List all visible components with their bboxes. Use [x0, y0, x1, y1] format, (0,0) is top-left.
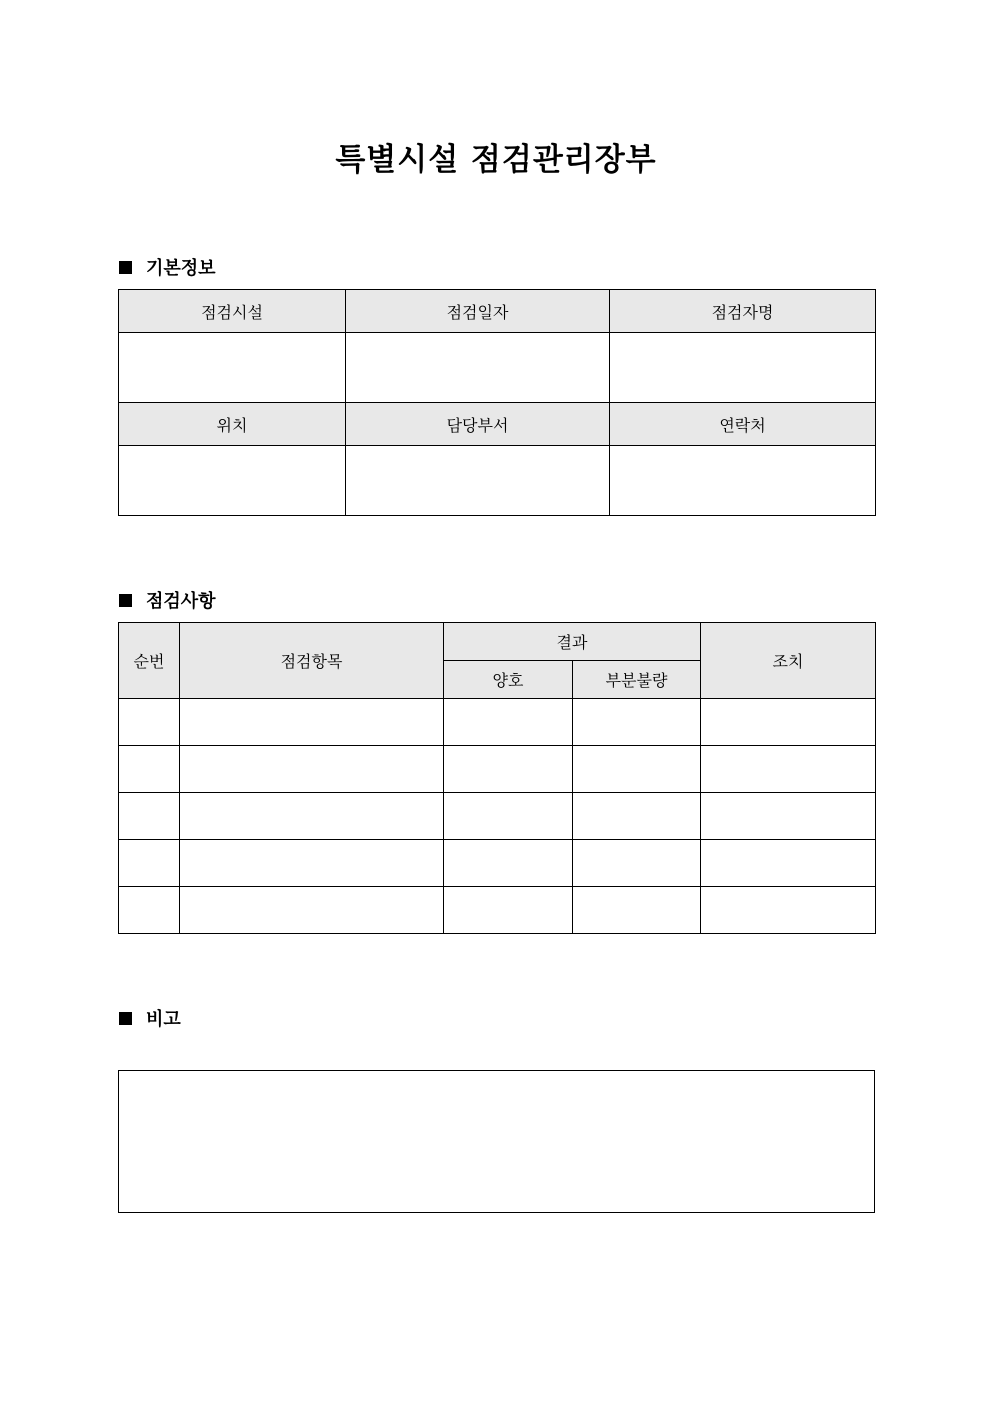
- header-location: 위치: [119, 403, 346, 446]
- remarks-heading: [119, 1005, 181, 1031]
- header-facility: 점검시설: [119, 290, 346, 333]
- department-field[interactable]: [346, 446, 610, 516]
- row-item-cell[interactable]: [180, 746, 444, 793]
- header-action: 조치: [701, 623, 876, 699]
- row-no-cell[interactable]: [119, 793, 180, 840]
- location-field[interactable]: [119, 446, 346, 516]
- basic-info-value-row-2: [119, 446, 876, 516]
- row-partial-bad-cell[interactable]: [573, 746, 701, 793]
- header-no: 순번: [119, 623, 180, 699]
- row-partial-bad-cell[interactable]: [573, 793, 701, 840]
- row-partial-bad-cell[interactable]: [573, 699, 701, 746]
- basic-info-header-row-1: [119, 290, 876, 333]
- square-bullet-icon: [119, 594, 132, 607]
- inspection-date-field[interactable]: [346, 333, 610, 403]
- inspection-table: [118, 622, 876, 934]
- header-partial-bad: 부분불량: [573, 661, 701, 699]
- header-result: 결과: [444, 623, 701, 661]
- document-title: 특별시설 점검관리장부: [335, 142, 657, 178]
- header-good: 양호: [444, 661, 573, 699]
- square-bullet-icon: [119, 1012, 132, 1025]
- row-good-cell[interactable]: [444, 699, 573, 746]
- square-bullet-icon: [119, 261, 132, 274]
- header-contact: 연락처: [610, 403, 876, 446]
- row-no-cell[interactable]: [119, 699, 180, 746]
- row-action-cell[interactable]: [701, 840, 876, 887]
- inspection-heading-label: 점검사항: [146, 591, 216, 612]
- table-row: [119, 840, 876, 887]
- remarks-heading-label: 비고: [146, 1009, 181, 1030]
- row-good-cell[interactable]: [444, 793, 573, 840]
- row-no-cell[interactable]: [119, 746, 180, 793]
- header-department: 담당부서: [346, 403, 610, 446]
- row-good-cell[interactable]: [444, 840, 573, 887]
- row-no-cell[interactable]: [119, 887, 180, 934]
- table-row: [119, 699, 876, 746]
- row-action-cell[interactable]: [701, 793, 876, 840]
- inspection-header-row-1: [119, 623, 876, 661]
- row-item-cell[interactable]: [180, 887, 444, 934]
- remarks-box[interactable]: [118, 1070, 875, 1213]
- header-item: 점검항목: [180, 623, 444, 699]
- basic-info-value-row-1: [119, 333, 876, 403]
- inspector-name-field[interactable]: [610, 333, 876, 403]
- row-good-cell[interactable]: [444, 746, 573, 793]
- row-good-cell[interactable]: [444, 887, 573, 934]
- header-inspector-name: 점검자명: [610, 290, 876, 333]
- table-row: [119, 887, 876, 934]
- table-row: [119, 746, 876, 793]
- row-item-cell[interactable]: [180, 840, 444, 887]
- basic-info-heading: [119, 254, 216, 280]
- row-item-cell[interactable]: [180, 793, 444, 840]
- row-partial-bad-cell[interactable]: [573, 840, 701, 887]
- inspection-heading: [119, 587, 216, 613]
- facility-field[interactable]: [119, 333, 346, 403]
- row-action-cell[interactable]: [701, 746, 876, 793]
- header-inspection-date: 점검일자: [346, 290, 610, 333]
- contact-field[interactable]: [610, 446, 876, 516]
- row-action-cell[interactable]: [701, 699, 876, 746]
- row-action-cell[interactable]: [701, 887, 876, 934]
- row-no-cell[interactable]: [119, 840, 180, 887]
- basic-info-heading-label: 기본정보: [146, 258, 216, 279]
- basic-info-table: [118, 289, 876, 516]
- row-item-cell[interactable]: [180, 699, 444, 746]
- table-row: [119, 793, 876, 840]
- basic-info-header-row-2: [119, 403, 876, 446]
- row-partial-bad-cell[interactable]: [573, 887, 701, 934]
